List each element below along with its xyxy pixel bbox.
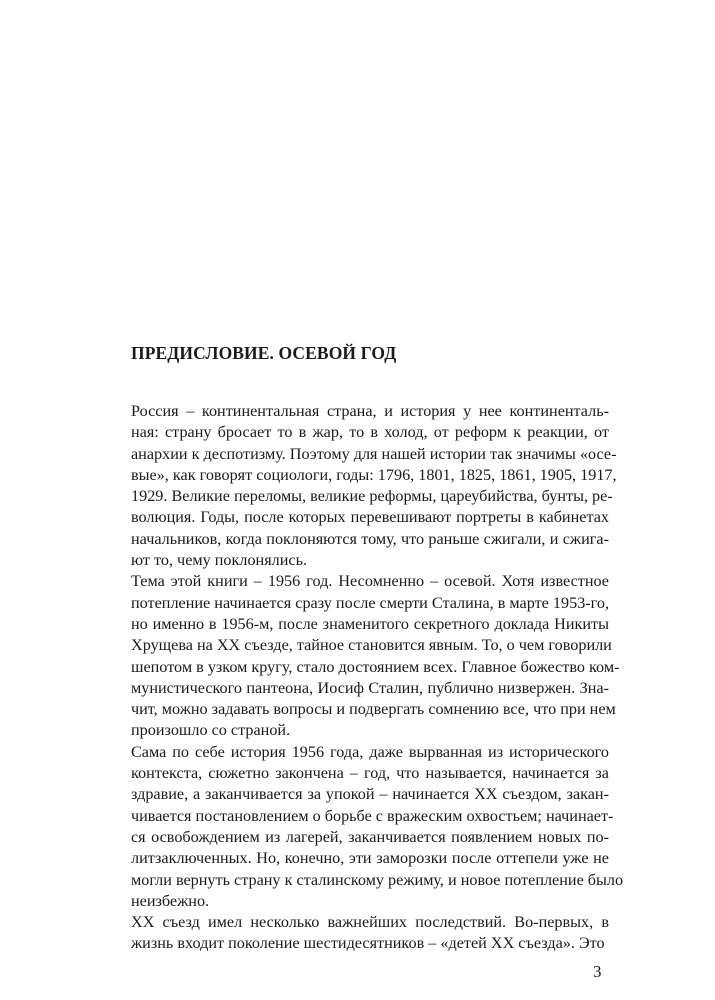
text-line: анархии к деспотизму. Поэтому для нашей истории так значимы «осе- bbox=[131, 444, 617, 463]
text-line: контекста, сюжетно закончена – год, что называется, начинается за bbox=[131, 764, 609, 783]
text-line: XX съезд имел несколько важнейших последствий. Во-первых, в bbox=[131, 913, 609, 932]
text-line: начальников, когда поклоняются тому, что раньше сжигали, и сжига- bbox=[131, 529, 609, 548]
paragraph bbox=[131, 912, 609, 955]
text-line: мунистического пантеона, Иосиф Сталин, публично низвержен. Зна- bbox=[131, 678, 609, 697]
text-line: жизнь входит поколение шестидесятников – «детей XX съезда». Это bbox=[131, 934, 605, 953]
text-line: вые», как говорят социологи, годы: 1796, 1801, 1825, 1861, 1905, 1917, bbox=[131, 465, 617, 484]
text-line: Тема этой книги – 1956 год. Несомненно – осевой. Хотя известное bbox=[131, 572, 609, 591]
text-line: волюция. Годы, после которых перевешивают портреты в кабинетах bbox=[131, 508, 609, 527]
text-line: ют то, чему поклонялись. bbox=[131, 551, 308, 570]
text-line: произошло со страной. bbox=[131, 721, 291, 740]
text-line: Россия – континентальная страна, и история у нее континенталь- bbox=[131, 402, 609, 420]
page-number: 3 bbox=[593, 962, 602, 981]
text-line: но именно в 1956-м, после знаменитого секретного доклада Никиты bbox=[131, 614, 609, 633]
body-text bbox=[131, 401, 624, 955]
text-line: неизбежно. bbox=[131, 891, 210, 910]
paragraph bbox=[131, 401, 617, 571]
text-line: ная: страну бросает то в жар, то в холод, от реформ к реакции, от bbox=[131, 423, 609, 442]
text-line: Сама по себе история 1956 года, даже вырванная из исторического bbox=[131, 742, 609, 761]
text-line: здравие, а заканчивается за упокой – начинается XX съездом, закан- bbox=[131, 785, 609, 804]
paragraph bbox=[131, 742, 624, 912]
text-line: потепление начинается сразу после смерти Сталина, в марте 1953-го, bbox=[131, 593, 610, 612]
chapter-heading: ПРЕДИСЛОВИЕ. ОСЕВОЙ ГОД bbox=[131, 343, 397, 363]
text-line: могли вернуть страну к сталинскому режиму, и новое потепление было bbox=[131, 870, 624, 889]
paragraph bbox=[131, 571, 620, 741]
text-line: шепотом в узком кругу, стало достоянием всех. Главное божество ком- bbox=[131, 657, 620, 676]
text-line: 1929. Великие переломы, великие реформы, цареубийства, бунты, ре- bbox=[131, 487, 613, 506]
text-line: чивается постановлением о борьбе с вражеским охвостьем; начинает- bbox=[131, 806, 614, 825]
text-line: Хрущева на XX съезде, тайное становится явным. То, о чем говорили bbox=[131, 636, 612, 655]
text-line: чит, можно задавать вопросы и подвергать сомнению все, что при нем bbox=[131, 700, 616, 719]
text-line: литзаключенных. Но, конечно, эти заморозки после оттепели уже не bbox=[131, 849, 609, 868]
text-line: ся освобождением из лагерей, заканчивается появлением новых по- bbox=[131, 827, 609, 846]
